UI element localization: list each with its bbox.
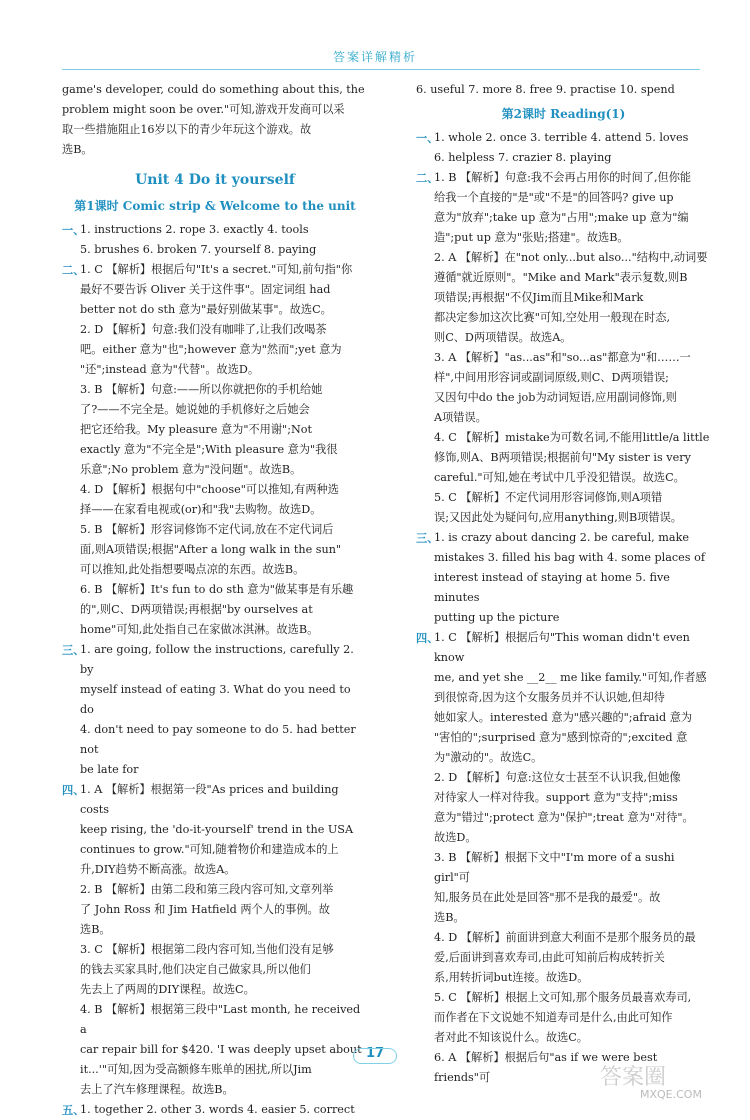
explanation-item [80, 940, 368, 1000]
explanation-line: 4. D 【解析】前面讲到意大利面不是那个服务员的最 [434, 931, 696, 944]
explanation-line: car repair bill for $420. 'I was deeply upset about [80, 1043, 362, 1056]
explanation-line: 了 John Ross 和 Jim Hatfield 两个人的事例。故 [80, 903, 330, 916]
section-3 [416, 528, 711, 628]
explanation-line: 4. B 【解析】根据第三段中"Last month, he received a [80, 1003, 361, 1036]
explanation-item [434, 1048, 711, 1088]
answer-line: interest instead of staying at home 5. five minutes [434, 571, 670, 604]
lesson-title: 第2课时 Reading(1) [501, 107, 626, 121]
explanation-line: 选B。 [80, 923, 111, 936]
section-3 [62, 640, 368, 780]
explanation-line: 2. B 【解析】由第二段和第三段内容可知,文章列举 [80, 883, 334, 896]
explanation-line: it...'"可知,因为受高额修车账单的困扰,所以Jim [80, 1063, 312, 1076]
explanation-line: 1. B 【解析】句意:我不会再占用你的时间了,但你能 [434, 171, 692, 184]
explanation-line: 4. C 【解析】mistake为可数名词,不能用little/a little [434, 431, 710, 444]
header-divider [62, 69, 700, 70]
explanation-line: 的",则C、D两项错误;再根据"by ourselves at [80, 603, 313, 616]
section-number: 一、 [62, 223, 85, 237]
explanation-item [80, 520, 368, 580]
explanation-item [80, 780, 368, 880]
explanation-item [80, 1000, 368, 1100]
explanation-item [80, 580, 368, 640]
explanation-line: 3. A 【解析】"as...as"和"so...as"都意为"和……一 [434, 351, 691, 364]
explanation-line: 知,服务员在此处是回答"那不是我的最爱"。故 [434, 891, 661, 904]
section-number: 一、 [416, 131, 439, 145]
explanation-line: continues to grow."可知,随着物价和建造成本的上 [80, 843, 339, 856]
explanation-line: 面,则A项错误;根据"After a long walk in the sun" [80, 543, 342, 556]
explanation-line: A项错误。 [434, 411, 487, 424]
section-number: 二、 [416, 171, 439, 185]
explanation-line: 可以推知,此处指想要喝点凉的东西。故选B。 [80, 563, 305, 576]
explanation-line: 5. B 【解析】形容词修饰不定代词,放在不定代词后 [80, 523, 334, 536]
explanation-item [434, 168, 711, 248]
answer-line: putting up the picture [434, 611, 560, 624]
explanation-item [80, 320, 368, 380]
explanation-line: 为"激动的"。故选C。 [434, 751, 543, 764]
right-column [416, 80, 711, 1088]
explanation-line: 吧。either 意为"也";however 意为"然而";yet 意为 [80, 343, 342, 356]
explanation-line: 意为"错过";protect 意为"保护";treat 意为"对待"。 [434, 811, 694, 824]
explanation-line: 项错误;再根据"不仅Jim而且Mike和Mark [434, 291, 644, 304]
answer-line: 1. is crazy about dancing 2. be careful, make [434, 531, 689, 544]
explanation-line: 5. C 【解析】不定代词用形容词修饰,则A项错 [434, 491, 663, 504]
explanation-item [80, 880, 368, 940]
explanation-line: exactly 意为"不完全是";With pleasure 意为"我很 [80, 443, 338, 456]
explanation-item [80, 480, 368, 520]
explanation-line: careful."可知,她在考试中几乎没犯错误。故选C。 [434, 471, 685, 484]
explanation-line: 5. C 【解析】根据上文可知,那个服务员最喜欢寿司, [434, 991, 692, 1004]
answer-line: myself instead of eating 3. What do you need to do [80, 683, 351, 716]
unit-title: Unit 4 Do it yourself [135, 172, 295, 188]
section-4 [416, 628, 711, 1088]
explanation-item [434, 488, 711, 528]
explanation-item [434, 628, 711, 768]
explanation-line: 她如家人。interested 意为"感兴趣的";afraid 意为 [434, 711, 693, 724]
left-column [62, 80, 368, 1120]
page-number: 17 [349, 1046, 401, 1066]
explanation-line: 去上了汽车修理课程。故选B。 [80, 1083, 234, 1096]
explanation-line: 者对此不知该说什么。故选C。 [434, 1031, 588, 1044]
answer-line: be late for [80, 763, 139, 776]
explanation-item [434, 928, 711, 988]
explanation-line: 选B。 [434, 911, 465, 924]
explanation-line: 样",中间用形容词或副词原级,则C、D两项错误; [434, 371, 669, 384]
answer-line: 5. brushes 6. broken 7. yourself 8. paying [80, 243, 317, 256]
explanation-line: keep rising, the 'do-it-yourself' trend in the USA [80, 823, 354, 836]
answer-line: 1. are going, follow the instructions, carefully 2. by [80, 643, 354, 676]
answer-line: mistakes 3. filled his bag with 4. some places of [434, 551, 705, 564]
explanation-line: 先去上了两周的DIY课程。故选C。 [80, 983, 255, 996]
section-1 [416, 128, 711, 168]
answer-line: 1. whole 2. once 3. terrible 4. attend 5. loves [434, 131, 689, 144]
explanation-line: 2. D 【解析】句意:这位女士甚至不认识我,但她像 [434, 771, 681, 784]
explanation-line: 2. D 【解析】句意:我们没有咖啡了,让我们改喝茶 [80, 323, 327, 336]
explanation-line: 又因句中do the job为动词短语,应用副词修饰,则 [434, 391, 677, 404]
explanation-item [434, 428, 711, 488]
explanation-line: 故选D。 [434, 831, 477, 844]
explanation-item [80, 260, 368, 320]
explanation-line: 爱,后面讲到喜欢寿司,由此可知前后构成转折关 [434, 951, 665, 964]
explanation-line: 的钱去买家具时,他们决定自己做家具,所以他们 [80, 963, 311, 976]
explanation-line: 6. B 【解析】It's fun to do sth 意为"做某事是有乐趣 [80, 583, 354, 596]
explanation-line: 择——在家看电视或(or)和"我"去购物。故选D。 [80, 503, 322, 516]
header-title: 答案详解精析 [332, 50, 417, 64]
explanation-line: 3. B 【解析】根据下文中"I'm more of a sushi girl"可 [434, 851, 675, 884]
explanation-line: home"可知,此处指自己在家做冰淇淋。故选B。 [80, 623, 319, 636]
explanation-item [434, 348, 711, 428]
explanation-item [434, 988, 711, 1048]
section-2 [416, 168, 711, 528]
answer-line: 6. helpless 7. crazier 8. playing [434, 151, 612, 164]
section-number: 二、 [62, 263, 85, 277]
explanation-line: 系,用转折词but连接。故选D。 [434, 971, 589, 984]
intro-line: game's developer, could do something about this, the [62, 83, 365, 96]
explanation-line: 1. A 【解析】根据第一段"As prices and building costs [80, 783, 339, 816]
section-2 [62, 260, 368, 640]
answer-line: 1. together 2. other 3. words 4. easier 5. correct [80, 1103, 355, 1116]
section-number: 三、 [62, 643, 85, 657]
explanation-line: 4. D 【解析】根据句中"choose"可以推知,有两种选 [80, 483, 339, 496]
section-number: 三、 [416, 531, 439, 545]
watermark-url: MXQE.COM [640, 1088, 702, 1101]
explanation-line: better not do sth 意为"最好别做某事"。故选C。 [80, 303, 332, 316]
lesson-title: 第1课时 Comic strip & Welcome to the unit [74, 199, 356, 213]
explanation-line: 给我一个直接的"是"或"不是"的回答吗? give up [434, 191, 674, 204]
explanation-line: 升,DIY趋势不断高涨。故选A。 [80, 863, 236, 876]
explanation-line: 到很惊奇,因为这个女服务员并不认识她,但却待 [434, 691, 665, 704]
watermark-logo: 答案圈 [600, 1065, 667, 1090]
explanation-line: 意为"放弃";take up 意为"占用";make up 意为"编 [434, 211, 689, 224]
section-number: 五、 [62, 1103, 85, 1117]
explanation-item [434, 848, 711, 928]
explanation-line: 都决定参加这次比赛"可知,空处用一般现在时态, [434, 311, 671, 324]
answer-line: 4. don't need to pay someone to do 5. had better not [80, 723, 356, 756]
explanation-line: 误;又因此处为疑问句,应用anything,则B项错误。 [434, 511, 682, 524]
explanation-line: 2. A 【解析】在"not only...but also..."结构中,动词要 [434, 251, 708, 264]
explanation-line: 则C、D两项错误。故选A。 [434, 331, 572, 344]
intro-line: problem might soon be over."可知,游戏开发商可以采 [62, 103, 345, 116]
section-4 [62, 780, 368, 1100]
section-5 [62, 1100, 368, 1120]
section-number: 四、 [416, 631, 439, 645]
page-header [0, 0, 750, 70]
explanation-line: 而作者在下文说她不知道寿司是什么,由此可知作 [434, 1011, 673, 1024]
explanation-line: 最好不要告诉 Oliver 关于这件事"。固定词组 had [80, 283, 331, 296]
section-1 [62, 220, 368, 260]
intro-line: 选B。 [62, 143, 93, 156]
explanation-line: 6. A 【解析】根据后句"as if we were best friends"可 [434, 1051, 658, 1084]
explanation-line: 1. C 【解析】根据后句"This woman didn't even know [434, 631, 690, 664]
intro-line: 取一些措施阻止16岁以下的青少年玩这个游戏。故 [62, 123, 312, 136]
explanation-line: 把它还给我。My pleasure 意为"不用谢";Not [80, 423, 312, 436]
explanation-line: 3. C 【解析】根据第二段内容可知,当他们没有足够 [80, 943, 334, 956]
explanation-item [80, 380, 368, 480]
explanation-line: me, and yet she __2__ me like family."可知,作者感 [434, 671, 707, 684]
explanation-line: 1. C 【解析】根据后句"It's a secret."可知,前句指"你 [80, 263, 353, 276]
answer-line: 1. instructions 2. rope 3. exactly 4. tools [80, 223, 309, 236]
explanation-line: 遵循"就近原则"。"Mike and Mark"表示复数,则B [434, 271, 688, 284]
answer-line: 6. useful 7. more 8. free 9. practise 10. spend [416, 83, 675, 96]
explanation-line: 对待家人一样对待我。support 意为"支持";miss [434, 791, 678, 804]
explanation-line: 修饰,则A、B两项错误;根据前句"My sister is very [434, 451, 691, 464]
explanation-line: 造";put up 意为"张贴;搭建"。故选B。 [434, 231, 629, 244]
section-number: 四、 [62, 783, 85, 797]
explanation-item [434, 248, 711, 348]
explanation-line: "还";instead 意为"代替"。故选D。 [80, 363, 260, 376]
explanation-line: 3. B 【解析】句意:——所以你就把你的手机给她 [80, 383, 323, 396]
explanation-line: "害怕的";surprised 意为"感到惊奇的";excited 意 [434, 731, 688, 744]
explanation-item [434, 768, 711, 848]
explanation-line: 乐意";No problem 意为"没问题"。故选B。 [80, 463, 302, 476]
explanation-line: 了?——不完全是。她说她的手机修好之后她会 [80, 403, 310, 416]
